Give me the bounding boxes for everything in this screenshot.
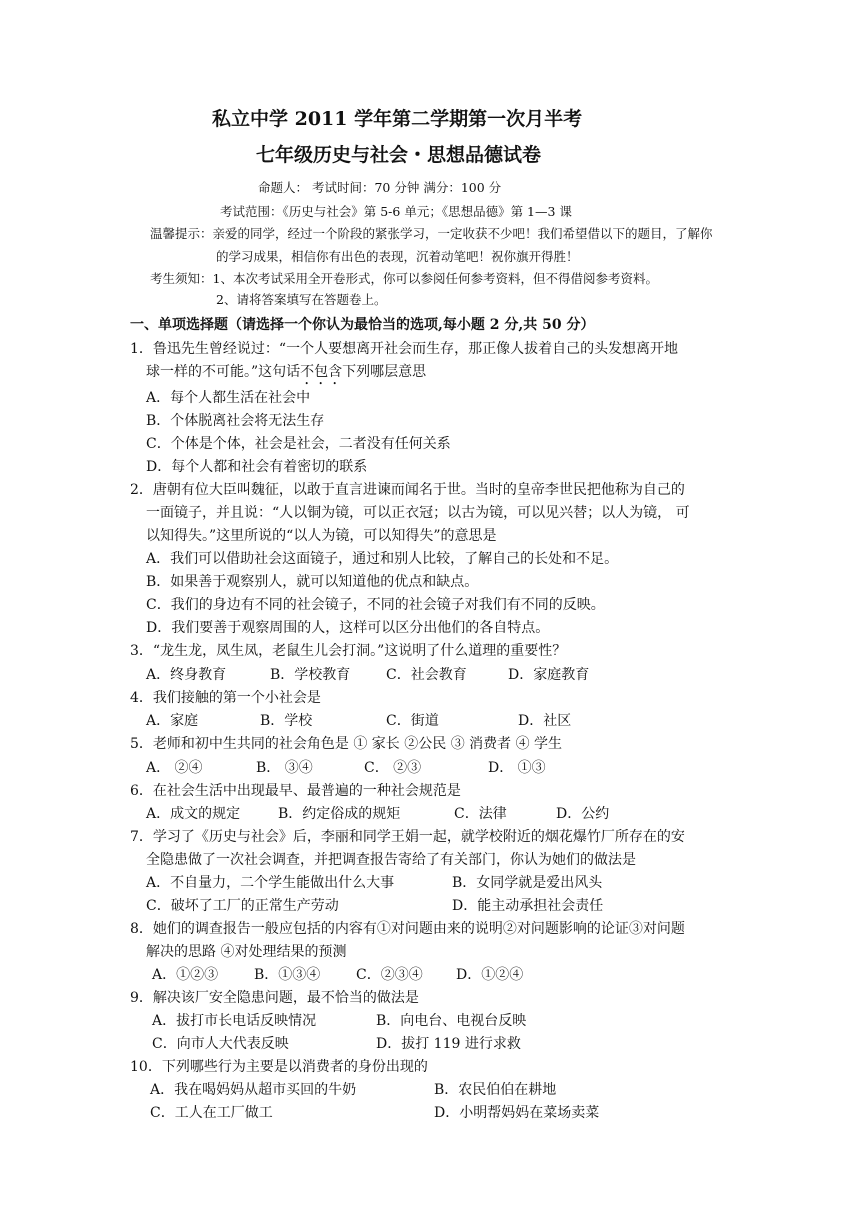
question-stem: 2．唐朝有位大臣叫魏征，以敢于直言进谏而闻名于世。当时的皇帝李世民把他称为自己的 [130,482,685,498]
option-a: A． ②④ [146,760,203,776]
option-a: A．我在喝妈妈从超市买回的牛奶 [150,1082,357,1098]
question-stem: 8．她们的调查报告一般应包括的内容有①对问题由来的说明②对问题影响的论证③对问题 [130,921,685,937]
exam-title: 私立中学 2011 学年第二学期第一次月半考 [212,108,583,130]
option-c: C． ②③ [364,760,422,776]
option-d: D．每个人都和社会有着密切的联系 [146,459,368,475]
question-stem: 1．鲁迅先生曾经说过：“一个人要想离开社会而生存，那正像人拔着自己的头发想离开地 [130,341,679,357]
question-stem-continued: 全隐患做了一次社会调查，并把调查报告寄给了有关部门，你认为她们的做法是 [146,852,636,868]
question-stem: 10．下列哪些行为主要是以消费者的身份出现的 [130,1059,428,1075]
option-d: D．拔打 119 进行求救 [376,1036,521,1052]
option-a: A．成文的规定 [146,806,241,822]
question-stem: 7．学习了《历史与社会》后，李丽和同学王娟一起，就学校附近的烟花爆竹厂所存在的安 [130,829,685,845]
option-b: B．学校教育 [270,667,351,683]
question-stem: 9．解决该厂安全隐患问题，最不恰当的做法是 [130,990,419,1006]
question-stem: 4．我们接触的第一个小社会是 [130,690,321,706]
question-stem-continued: 以知得失。”这里所说的“以人为镜，可以知得失”的意思是 [146,528,497,544]
option-c: C．个体是个体，社会是社会，二者没有任何关系 [146,436,451,452]
question-stem-continued: 一面镜子，并且说：“人以铜为镜，可以正衣冠；以古为镜，可以见兴替；以人为镜， 可 [146,505,690,521]
option-d: D．家庭教育 [508,667,590,683]
notes-line-2: 2、请将答案填写在答题卷上。 [216,292,387,307]
option-a: A．终身教育 [146,667,227,683]
option-b: B．约定俗成的规矩 [278,806,401,822]
option-a: A．不自量力，二个学生能做出什么大事 [146,875,395,891]
option-d: D．我们要善于观察周围的人，这样可以区分出他们的各自特点。 [146,620,550,636]
stem-text: 下列哪层意思 [342,364,427,380]
option-b: B．①③④ [254,967,321,983]
option-b: B．女同学就是爱出风头 [452,875,603,891]
option-a: A．我们可以借助社会这面镜子，通过和别人比较，了解自己的长处和不足。 [146,551,619,567]
option-d: D．公约 [556,806,610,822]
option-c: C．向市人大代表反映 [152,1036,289,1052]
question-stem: 5．老师和初中生共同的社会角色是 ① 家长 ②公民 ③ 消费者 ④ 学生 [130,736,563,752]
question-stem-continued: 解决的思路 ④对处理结果的预测 [146,944,347,960]
section-heading: 一、单项选择题（请选择一个你认为最恰当的选项,每小题 2 分,共 50 分） [130,317,595,333]
option-a: A．每个人都生活在社会中 [146,390,311,406]
notes-line-1: 考生须知：1、本次考试采用全开卷形式，你可以参阅任何参考资料，但不得借阅参考资料。 [150,271,658,286]
option-d: D． ①③ [488,760,546,776]
tips-line-2: 的学习成果，相信你有出色的表现，沉着动笔吧！祝你旗开得胜！ [216,249,579,264]
option-b: B． ③④ [256,760,313,776]
exam-meta-author: 命题人： 考试时间：70 分钟 满分：100 分 [258,180,502,195]
option-a: A．家庭 [146,713,199,729]
option-c: C．破坏了工厂的正常生产劳动 [146,898,339,914]
emphasized-text: 不包含 [300,364,343,380]
option-c: C．街道 [386,713,439,729]
exam-subtitle: 七年级历史与社会・思想品德试卷 [256,144,542,166]
option-c: C．工人在工厂做工 [150,1105,273,1121]
option-b: B．向电台、电视台反映 [376,1013,527,1029]
option-d: D．小明帮妈妈在菜场卖菜 [434,1105,600,1121]
option-a: A．①②③ [152,967,219,983]
option-c: C．我们的身边有不同的社会镜子，不同的社会镜子对我们有不同的反映。 [146,597,605,613]
exam-meta-scope: 考试范围：《历史与社会》第 5-6 单元；《思想品德》第 1—3 课 [220,204,572,219]
tips-line-1: 温馨提示：亲爱的同学，经过一个阶段的紧张学习，一定收获不少吧！我们希望借以下的题目，了解你 [150,226,713,241]
option-b: B．如果善于观察别人，就可以知道他的优点和缺点。 [146,574,479,590]
option-a: A．拔打市长电话反映情况 [152,1013,317,1029]
option-d: D．社区 [518,713,572,729]
option-d: D．能主动承担社会责任 [452,898,604,914]
option-b: B．农民伯伯在耕地 [434,1082,557,1098]
option-b: B．学校 [260,713,313,729]
question-stem: 3．“龙生龙，凤生凤，老鼠生儿会打洞。”这说明了什么道理的重要性？ [130,643,567,659]
option-c: C．法律 [454,806,507,822]
question-stem-continued [146,361,426,388]
question-stem: 6．在社会生活中出现最早、最普遍的一种社会规范是 [130,783,461,799]
stem-text: 球一样的不可能。”这句话 [146,364,301,380]
option-b: B．个体脱离社会将无法生存 [146,413,325,429]
option-c: C．②③④ [356,967,423,983]
option-c: C．社会教育 [386,667,467,683]
option-d: D．①②④ [456,967,524,983]
